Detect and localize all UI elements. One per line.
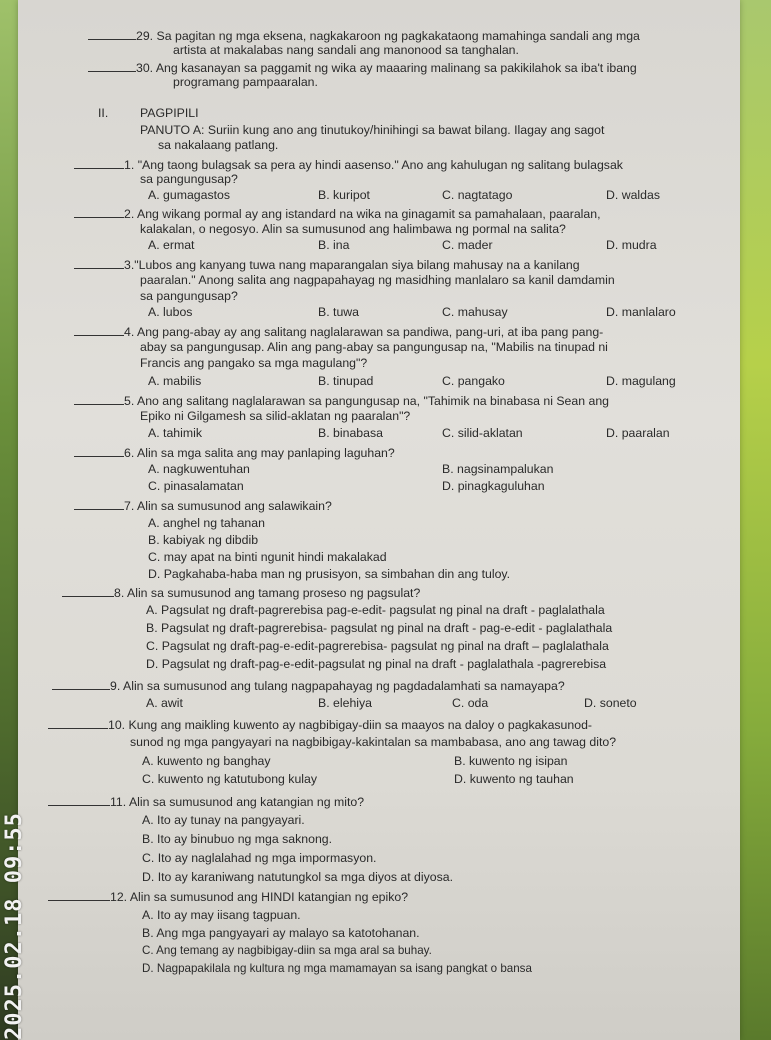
option-d[interactable]: D. pinagkaguluhan <box>442 479 545 493</box>
photo-timestamp: 2025.02.18 09:55 <box>2 812 27 1040</box>
option-c[interactable]: C. Ito ay naglalahad ng mga impormasyon. <box>142 851 377 865</box>
answer-blank[interactable] <box>74 445 124 457</box>
instructions-line1: PANUTO A: Suriin kung ano ang tinutukoy/hinihingi sa bawat bilang. Ilagay ang sagot <box>140 123 605 137</box>
answer-blank[interactable] <box>48 794 110 806</box>
question-9: 9. Alin sa sumusunod ang tulang nagpapahayag ng pagdadalamhati sa namayapa? <box>52 678 565 693</box>
option-b[interactable]: B. kuwento ng isipan <box>454 754 568 768</box>
option-b[interactable]: B. Pagsulat ng draft-pagrerebisa- pagsulat ng pinal na draft - pag-e-edit - paglalathala <box>146 621 613 635</box>
question-4: 4. Ang pang-abay ay ang salitang naglalarawan sa pandiwa, pang-uri, at iba pang pang- <box>74 324 603 339</box>
answer-blank[interactable] <box>88 28 136 40</box>
option-a[interactable]: A. mabilis <box>148 374 202 388</box>
option-a[interactable]: A. anghel ng tahanan <box>148 516 265 530</box>
option-a[interactable]: A. kuwento ng banghay <box>142 754 271 768</box>
option-d[interactable]: D. Pagsulat ng draft-pag-e-edit-pagsulat ng pinal na draft - paglalathala -pagrerebisa <box>146 657 607 671</box>
answer-blank[interactable] <box>74 257 124 269</box>
question-11: 11. Alin sa sumusunod ang katangian ng mito? <box>48 794 364 809</box>
answer-blank[interactable] <box>74 157 124 169</box>
option-b[interactable]: B. kuripot <box>318 188 370 202</box>
top-item-30-line2: programang pampaaralan. <box>173 75 318 89</box>
question-12: 12. Alin sa sumusunod ang HINDI katangian ng epiko? <box>48 889 408 904</box>
option-c[interactable]: C. kuwento ng katutubong kulay <box>142 772 318 786</box>
option-d[interactable]: D. Ito ay karaniwang natutungkol sa mga diyos at diyosa. <box>142 870 454 884</box>
answer-blank[interactable] <box>48 717 108 729</box>
option-d[interactable]: D. magulang <box>606 374 676 388</box>
option-c[interactable]: C. Ang temang ay nagbibigay-diin sa mga aral sa buhay. <box>142 944 432 957</box>
option-b[interactable]: B. binabasa <box>318 426 383 440</box>
option-d[interactable]: D. manlalaro <box>606 305 676 319</box>
option-c[interactable]: C. Pagsulat ng draft-pag-e-edit-pagrerebisa- pagsulat ng pinal na draft – paglalathala <box>146 639 609 653</box>
option-c[interactable]: C. pangako <box>442 374 505 388</box>
option-b[interactable]: B. elehiya <box>318 696 373 710</box>
option-d[interactable]: D. Nagpapakilala ng kultura ng mga mamamayan sa isang pangkat o bansa <box>142 962 532 975</box>
option-c[interactable]: C. may apat na binti ngunit hindi makalakad <box>148 550 387 564</box>
answer-blank[interactable] <box>88 60 136 72</box>
option-d[interactable]: D. soneto <box>584 696 637 710</box>
question-1: 1. "Ang taong bulagsak sa pera ay hindi aasenso." Ano ang kahulugan ng salitang bulagsak <box>74 157 623 172</box>
option-b[interactable]: B. Ito ay binubuo ng mga saknong. <box>142 832 333 846</box>
option-a[interactable]: A. awit <box>146 696 183 710</box>
option-c[interactable]: C. mader <box>442 238 493 252</box>
answer-blank[interactable] <box>48 889 110 901</box>
question-8: 8. Alin sa sumusunod ang tamang proseso ng pagsulat? <box>62 585 420 600</box>
option-b[interactable]: B. ina <box>318 238 350 252</box>
section-title: PAGPIPILI <box>140 106 199 120</box>
top-item-29-line2: artista at makalabas nang sandali ang manonood sa tanghalan. <box>173 43 519 57</box>
option-a[interactable]: A. ermat <box>148 238 195 252</box>
option-d[interactable]: D. paaralan <box>606 426 670 440</box>
question-6: 6. Alin sa mga salita ang may panlaping laguhan? <box>74 445 395 460</box>
option-a[interactable]: A. nagkuwentuhan <box>148 462 250 476</box>
answer-blank[interactable] <box>74 393 124 405</box>
option-a[interactable]: A. tahimik <box>148 426 202 440</box>
answer-blank[interactable] <box>74 206 124 218</box>
option-d[interactable]: D. Pagkahaba-haba man ng prusisyon, sa simbahan din ang tuloy. <box>148 567 511 581</box>
answer-blank[interactable] <box>62 585 114 597</box>
option-c[interactable]: C. oda <box>452 696 489 710</box>
option-b[interactable]: B. Ang mga pangyayari ay malayo sa katotohanan. <box>142 926 420 940</box>
option-d[interactable]: D. waldas <box>606 188 660 202</box>
question-10: 10. Kung ang maikling kuwento ay nagbibigay-diin sa maayos na daloy o pagkakasunod- <box>48 717 592 732</box>
section-header: II. <box>98 106 109 120</box>
question-7: 7. Alin sa sumusunod ang salawikain? <box>74 498 332 513</box>
option-b[interactable]: B. kabiyak ng dibdib <box>148 533 259 547</box>
instructions-line2: sa nakalaang patlang. <box>158 138 279 152</box>
option-a[interactable]: A. Ito ay tunay na pangyayari. <box>142 813 305 827</box>
answer-blank[interactable] <box>74 324 124 336</box>
worksheet-page: 29. Sa pagitan ng mga eksena, nagkakaroon ng pagkakataong mamahinga sandali ang mga artista at makalabas nang sandali ang manonood sa tanghalan. 30. Ang kasanayan sa paggamit ng wika ay maaaring malinang sa pakikilahok sa iba't ibang programang pampaaralan. II. PAGPIPILI PANUTO A: Suriin kung ano ang tinutukoy/hinihingi sa bawat bilang. Ilagay ang sagot sa nakalaang patlang. 1. "Ang taong bulagsak sa pera ay hindi aasenso." Ano ang kahulugan ng salitang bulagsak sa pangungusap? A. gumagastos B. kuripot C. nagtatago D. waldas 2. Ang wikang pormal ay ang istandard na wika na ginagamit sa pamahalaan, paaralan, kalakalan, o negosyo. Alin sa sumusunod ang halimbawa ng pormal na salita? A. ermat B. ina C. mader D. mudra 3."Lubos ang kanyang tuwa nang maparangalan siya bilang mahusay na a kanilang paaralan." Anong salita ang nagpapahayag ng masidhing manlalaro sa kanil damdamin sa pangungusap? A. lubos B. tuwa C. mahusay D. manlalaro 4. Ang pang-abay ay ang salitang naglalarawan sa pandiwa, pang-uri, at iba pang pang- abay sa pangungusap. Alin ang pang-abay sa pangungusap na, "Mabilis na tinupad ni Francis ang pangako sa mga magulang"? A. mabilis B. tinupad C. pangako D. magulang 5. Ano ang salitang naglalarawan sa pangungusap na, "Tahimik na binabasa ni Sean ang Epiko ni Gilgamesh sa silid-aklatan ng paaralan"? A. tahimik B. binabasa C. silid-aklatan D. paaralan 6. Alin sa mga salita ang may panlaping laguhan? A. nagkuwentuhan B. nagsinampalukan C. pinasalamatan D. pinagkaguluhan 7. Alin sa sumusunod ang salawikain? A. anghel ng tahanan B. kabiyak ng dibdib C. may apat na binti ngunit hindi makalakad D. Pagkahaba-haba man ng prusisyon, sa simbahan din ang tuloy. 8. Alin sa sumusunod ang tamang proseso ng pagsulat? A. Pagsulat ng draft-pagrerebisa pag-e-edit- pagsulat ng pinal na draft - paglalathala B. Pagsulat ng draft-pagrerebisa- pagsulat ng pinal na draft - pag-e-edit - paglalathala C. Pagsulat ng draft-pag-e-edit-pagrerebisa- pagsulat ng pinal na draft – paglalathala D. Pagsulat ng draft-pag-e-edit-pagsulat ng pinal na draft - paglalathala -pagrerebisa 9. Alin sa sumusunod ang tulang nagpapahayag ng pagdadalamhati sa namayapa? A. awit B. elehiya C. oda D. soneto 10. Kung ang maikling kuwento ay nagbibigay-diin sa maayos na daloy o pagkakasunod- sunod ng mga pangyayari na nagbibigay-kakintalan sa mambabasa, ano ang tawag dito? A. kuwento ng banghay B. kuwento ng isipan C. kuwento ng katutubong kulay D. kuwento ng tauhan 11. Alin sa sumusunod ang katangian ng mito? A. Ito ay tunay na pangyayari. B. Ito ay binubuo ng mga saknong. C. Ito ay naglalahad ng mga impormasyon. D. Ito ay karaniwang natutungkol sa mga diyos at diyosa. 12. Alin sa sumusunod ang HINDI katangian ng epiko? A. Ito ay may iisang tagpuan. B. Ang mga pangyayari ay malayo sa katotohanan. C. Ang temang ay nagbibigay-diin sa mga aral sa buhay. D. Nagpapakilala ng kultura ng mga mamamayan sa isang pangkat o bansa <box>18 0 740 1040</box>
option-b[interactable]: B. nagsinampalukan <box>442 462 554 476</box>
option-c[interactable]: C. silid-aklatan <box>442 426 523 440</box>
option-c[interactable]: C. mahusay <box>442 305 508 319</box>
option-c[interactable]: C. pinasalamatan <box>148 479 244 493</box>
option-d[interactable]: D. mudra <box>606 238 657 252</box>
option-a[interactable]: A. lubos <box>148 305 193 319</box>
answer-blank[interactable] <box>74 498 124 510</box>
option-c[interactable]: C. nagtatago <box>442 188 513 202</box>
option-b[interactable]: B. tinupad <box>318 374 374 388</box>
option-a[interactable]: A. Pagsulat ng draft-pagrerebisa pag-e-edit- pagsulat ng pinal na draft - paglalathala <box>146 603 605 617</box>
top-item-30: 30. Ang kasanayan sa paggamit ng wika ay maaaring malinang sa pakikilahok sa iba't ibang <box>88 60 637 75</box>
option-b[interactable]: B. tuwa <box>318 305 360 319</box>
question-2: 2. Ang wikang pormal ay ang istandard na wika na ginagamit sa pamahalaan, paaralan, <box>74 206 601 221</box>
answer-blank[interactable] <box>52 678 110 690</box>
option-a[interactable]: A. Ito ay may iisang tagpuan. <box>142 908 301 922</box>
question-3: 3."Lubos ang kanyang tuwa nang maparangalan siya bilang mahusay na a kanilang <box>74 257 580 272</box>
option-d[interactable]: D. kuwento ng tauhan <box>454 772 574 786</box>
option-a[interactable]: A. gumagastos <box>148 188 231 202</box>
question-5: 5. Ano ang salitang naglalarawan sa pangungusap na, "Tahimik na binabasa ni Sean ang <box>74 393 609 408</box>
top-item-29: 29. Sa pagitan ng mga eksena, nagkakaroon ng pagkakataong mamahinga sandali ang mga <box>88 28 640 43</box>
